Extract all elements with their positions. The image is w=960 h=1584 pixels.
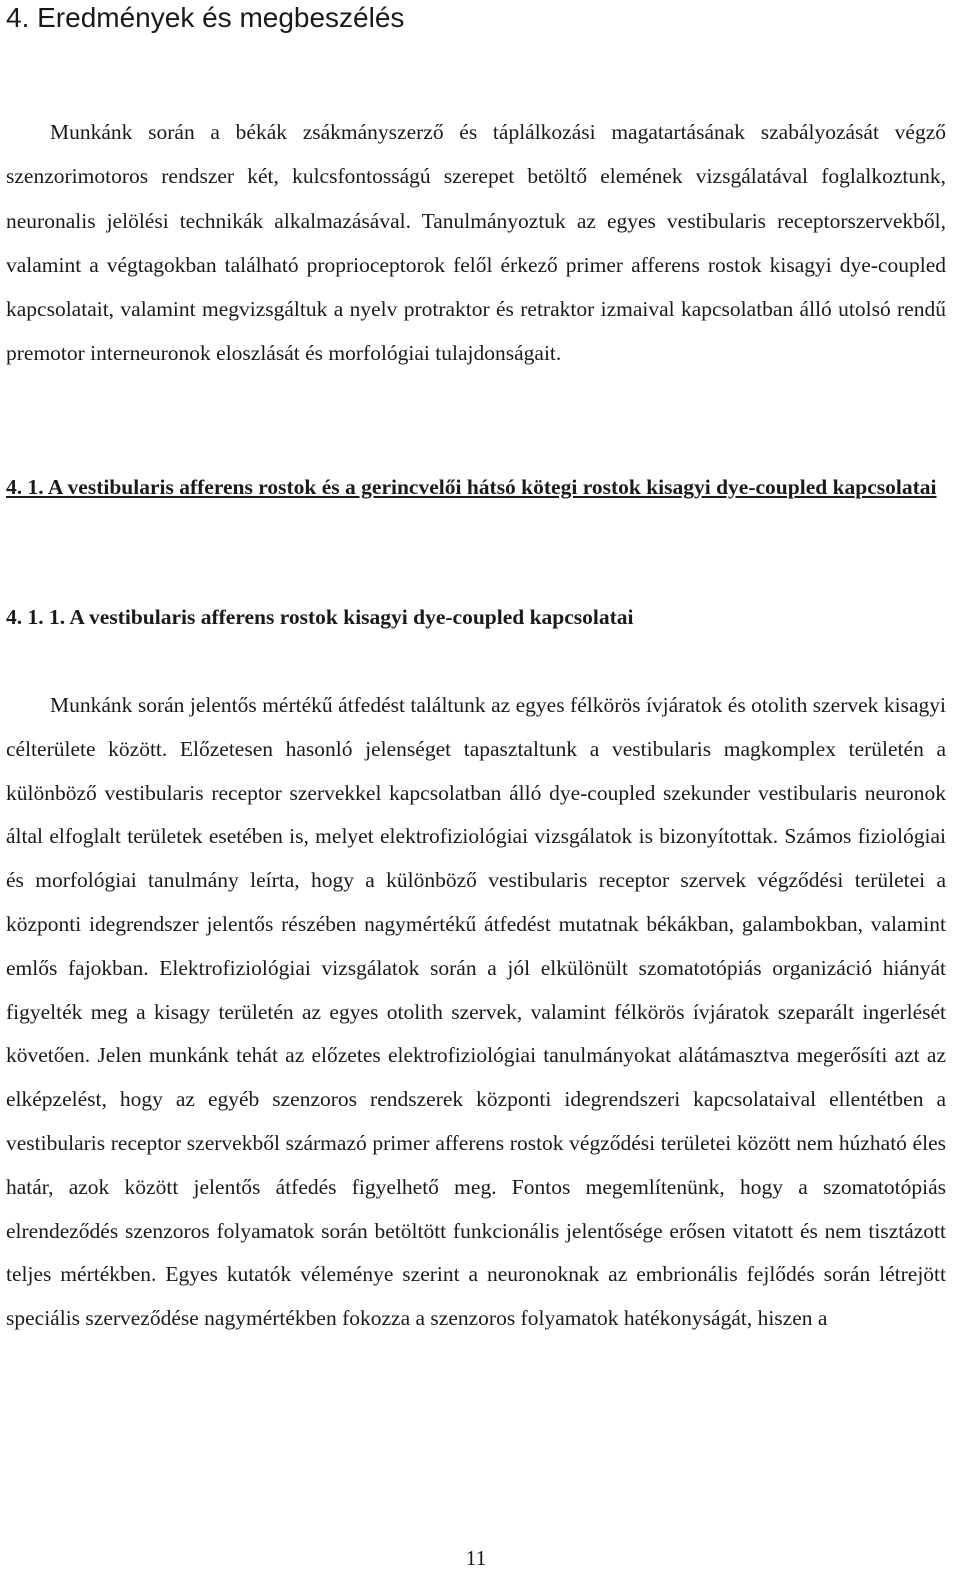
chapter-title: 4. Eredmények és megbeszélés bbox=[6, 2, 405, 33]
section-heading: 4. 1. A vestibularis afferens rostok és a gerincvelői hátsó kötegi rostok kisagyi dye-coupled kapcsolatai bbox=[6, 475, 937, 499]
page-number: 11 bbox=[465, 1546, 487, 1570]
subsection-heading: 4. 1. 1. A vestibularis afferens rostok kisagyi dye-coupled kapcsolatai bbox=[6, 605, 634, 629]
document-page bbox=[6, 0, 946, 1584]
intro-paragraph: Munkánk során a békák zsákmányszerző és táplálkozási magatartásának szabályozását végző szenzorimotoros rendszer két, kulcsfontosságú szerepet betöltő elemének vizsgálatával foglalkoztunk, neuronalis jelölési technikák alkalmazásával. Tanulmányoztuk az egyes vestibularis receptorszervekből, valamint a végtagokban található proprioceptorok felől érkező primer afferens rostok kisagyi dye-coupled kapcsolatait, valamint megvizsgáltuk a nyelv protraktor és retraktor izmaival kapcsolatban álló utolsó rendű premotor interneuronok eloszlását és morfológiai tulajdonságait. bbox=[6, 120, 946, 366]
main-paragraph: Munkánk során jelentős mértékű átfedést találtunk az egyes félkörös ívjáratok és otolith szervek kisagyi célterülete között. Előzetesen hasonló jelenséget tapasztaltunk a vestibularis magkomplex területén a különböző vestibularis receptor szervekkel kapcsolatban álló dye-coupled szekunder vestibularis neuronok által elfoglalt területek esetében is, melyet elektrofiziológiai vizsgálatok is bizonyítottak. Számos fiziológiai és morfológiai tanulmány leírta, hogy a különböző vestibularis receptor szervek végződési területei a központi idegrendszer jelentős részében nagymértékű átfedést mutatnak békákban, galambokban, valamint emlős fajokban. Elektrofiziológiai vizsgálatok során a jól elkülönült szomatotópiás organizáció hiányát figyelték meg a kisagy területén az egyes otolith szervek, valamint félkörös ívjáratok szeparált ingerlését követően. Jelen munkánk tehát az előzetes elektrofiziológiai tanulmányokat alátámasztva megerősíti azt az elképzelést, hogy az egyéb szenzoros rendszerek központi idegrendszeri kapcsolataival ellentétben a vestibularis receptor szervekből származó primer afferens rostok végződési területei között nem húzható éles határ, azok között jelentős átfedés figyelhető meg. Fontos megemlítenünk, hogy a szomatotópiás elrendeződés szenzoros folyamatok során betöltött funkcionális jelentősége erősen vitatott és nem tisztázott teljes mértékben. Egyes kutatók véleménye szerint a neuronoknak az embrionális fejlődés során létrejött speciális szerveződése nagymértékben fokozza a szenzoros folyamatok hatékonyságát, hiszen a bbox=[6, 693, 946, 1331]
